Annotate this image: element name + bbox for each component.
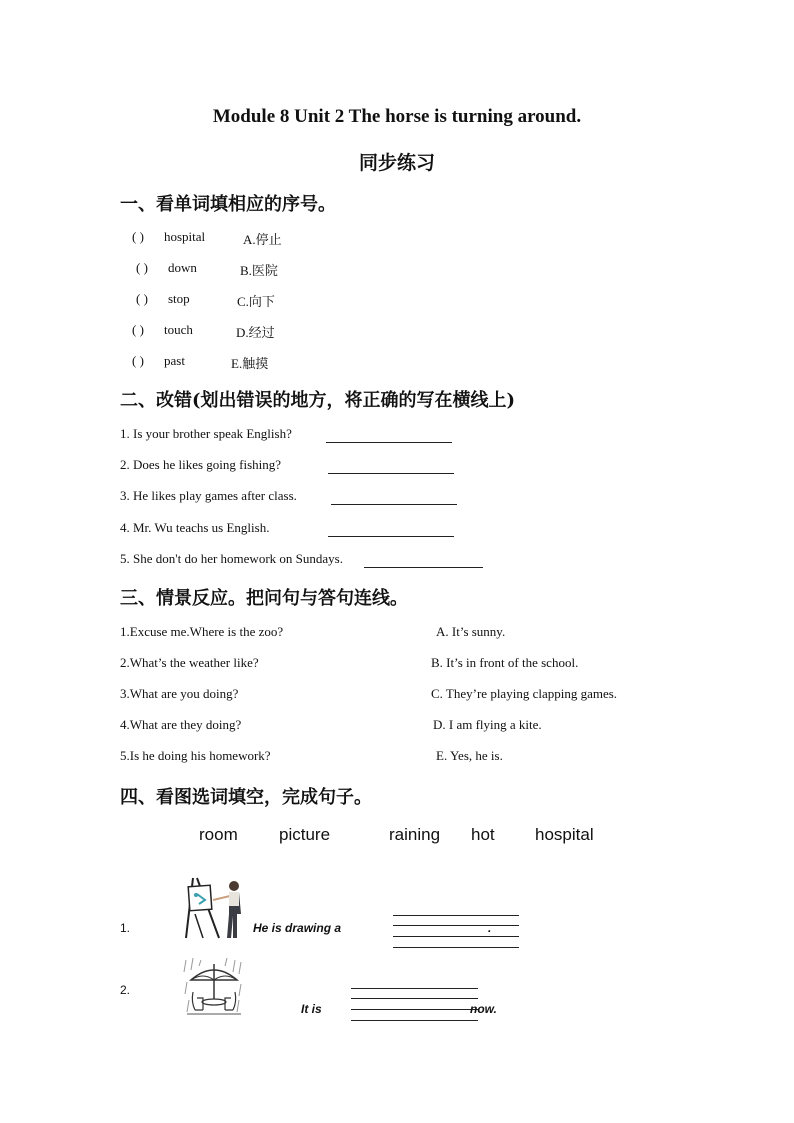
page-subtitle: 同步练习	[358, 153, 435, 174]
rain-umbrella-icon	[183, 958, 245, 1016]
word-bank-item: hospital	[535, 825, 594, 844]
word-bank-item: room	[199, 825, 238, 844]
picture-sentence: He is drawing a	[253, 921, 342, 935]
blank-paren: ( )	[136, 260, 148, 275]
answer-item: A. It’s sunny.	[436, 624, 506, 639]
section2-heading: 二、改错(划出错误的地方，将正确的写在横线上)	[120, 390, 516, 411]
answer-line[interactable]	[328, 473, 454, 474]
writing-line	[393, 947, 519, 948]
answer-item: D. I am flying a kite.	[433, 717, 542, 732]
writing-line	[351, 1020, 478, 1021]
sentence-end: .	[488, 921, 492, 935]
vocab-word: touch	[164, 322, 193, 337]
question-item: 2.What’s the weather like?	[120, 655, 259, 670]
vocab-word: hospital	[164, 229, 206, 244]
question-number: 2.	[120, 983, 131, 997]
blank-paren: ( )	[136, 291, 148, 306]
sentence-end: now.	[470, 1002, 497, 1016]
question-item: 5.Is he doing his homework?	[120, 748, 271, 763]
correction-item: 3. He likes play games after class.	[120, 488, 297, 503]
answer-line[interactable]	[393, 936, 519, 937]
correction-item: 4. Mr. Wu teachs us English.	[120, 520, 270, 535]
question-number: 1.	[120, 921, 131, 935]
section4-heading: 四、看图选词填空，完成句子。	[120, 787, 372, 808]
page-title: Module 8 Unit 2 The horse is turning around.	[212, 106, 582, 127]
section1-heading: 一、看单词填相应的序号。	[120, 194, 336, 215]
blank-paren: ( )	[132, 322, 144, 337]
vocab-option: D.经过	[236, 325, 275, 340]
blank-paren: ( )	[132, 229, 144, 244]
word-bank-item: picture	[279, 825, 331, 844]
vocab-option: B.医院	[240, 263, 278, 278]
writing-line	[393, 915, 519, 916]
section3-heading: 三、情景反应。把问句与答句连线。	[120, 588, 408, 609]
answer-line[interactable]	[328, 536, 454, 537]
writing-line	[393, 925, 519, 926]
answer-line[interactable]	[326, 442, 452, 443]
vocab-word: past	[164, 353, 185, 368]
painter-easel-icon	[183, 874, 249, 940]
answer-item: E. Yes, he is.	[436, 748, 503, 763]
word-bank-item: raining	[389, 825, 441, 844]
answer-line[interactable]	[364, 567, 483, 568]
question-item: 4.What are they doing?	[120, 717, 242, 732]
vocab-option: A.停止	[243, 232, 282, 247]
answer-line[interactable]	[351, 1009, 478, 1010]
blank-paren: ( )	[132, 353, 144, 368]
writing-line	[351, 988, 478, 989]
word-bank-item: hot	[471, 825, 495, 844]
writing-line	[351, 998, 478, 999]
question-item: 1.Excuse me.Where is the zoo?	[120, 624, 284, 639]
vocab-word: down	[168, 260, 197, 275]
vocab-option: E.触摸	[231, 356, 269, 371]
answer-item: C. They’re playing clapping games.	[431, 686, 618, 701]
answer-line[interactable]	[331, 504, 457, 505]
question-item: 3.What are you doing?	[120, 686, 239, 701]
vocab-option: C.向下	[237, 294, 275, 309]
vocab-word: stop	[168, 291, 190, 306]
correction-item: 2. Does he likes going fishing?	[120, 457, 282, 472]
picture-sentence: It is	[301, 1002, 322, 1016]
correction-item: 1. Is your brother speak English?	[120, 426, 292, 441]
answer-item: B. It’s in front of the school.	[431, 655, 579, 670]
correction-item: 5. She don't do her homework on Sundays.	[120, 551, 343, 566]
